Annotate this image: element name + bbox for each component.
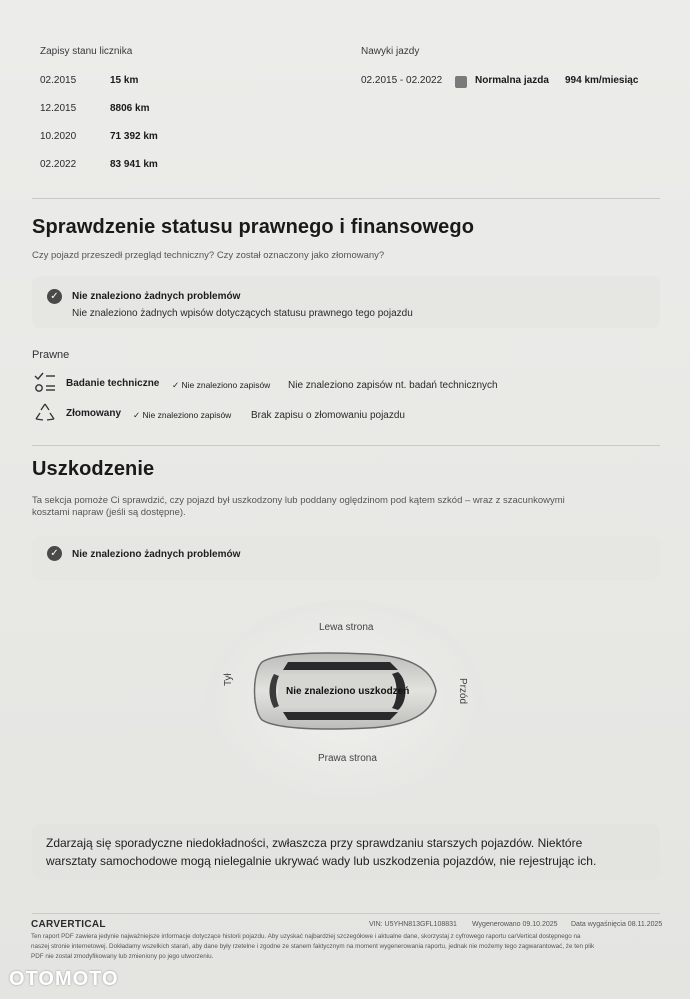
odometer-value: 71 392 km [110,131,158,142]
legal-item-status [172,380,270,391]
checklist-icon [33,371,57,400]
driving-swatch [455,73,467,91]
footer-disclaimer: Ten raport PDF zawiera jedynie najważniejsze informacje dotyczące historii pojazdu. Aby uzyskać najbardziej szczegółowe i aktualne dane, skorzystaj z cyfrowego raportu carVertical dostępnego na [31,933,581,940]
legal-summary-title: Nie znaleziono żadnych problemów [72,291,241,302]
legal-item-status [133,410,231,421]
legal-summary-text: Nie znaleziono żadnych wpisów dotyczących statusu prawnego tego pojazdu [72,308,413,319]
divider [32,445,660,446]
damage-section-title: Uszkodzenie [32,458,155,480]
driving-period: 02.2015 - 02.2022 [361,75,443,86]
odometer-date: 02.2022 [40,159,77,170]
divider [32,198,660,199]
legal-item-status-text: Nie znaleziono zapisów [181,380,271,390]
carvertical-logo: CARVERTICAL [31,919,106,930]
diagram-rear-label: Tył [223,673,234,686]
driving-rate: 994 km/miesiąc [565,75,639,86]
odometer-value: 15 km [110,75,139,86]
footer-vin: VIN: U5YHN813GFL108831 [369,921,457,928]
diagram-center-text: Nie znaleziono uszkodzeń [286,686,410,697]
notice-line2: warsztaty samochodowe mogą nielegalnie ukrywać wady lub uszkodzenia pojazdów, nie rejestrując ich. [46,854,597,868]
legal-subtitle: Czy pojazd przeszedł przegląd techniczny? Czy został oznaczony jako złomowany? [32,250,385,261]
legal-section-title: Sprawdzenie statusu prawnego i finansowego [32,216,475,238]
otomoto-watermark: OTOMOTO [9,968,119,990]
odometer-date: 10.2020 [40,131,77,142]
check-icon: ✓ [133,410,143,420]
odometer-date: 02.2015 [40,75,77,86]
divider [32,913,660,914]
legal-group-label: Prawne [32,349,70,361]
odometer-date: 12.2015 [40,103,77,114]
check-circle-icon: ✓ [47,289,62,304]
legal-item-status-text: Nie znaleziono zapisów [142,410,232,420]
footer-generated: Wygenerowano 09.10.2025 [472,921,558,928]
damage-subtitle-line2: kosztami napraw (jeśli są dostępne). [32,507,186,518]
legal-summary-card [32,276,660,328]
footer-disclaimer: naszej stronie internetowej. Dokładamy wszelkich starań, aby dane były rzetelne i zgodne ze stanem faktycznym na moment wygenerowania raportu, jednak nie możemy tego zagwarantować, że ten plik [31,943,595,950]
recycle-icon [33,401,57,430]
diagram-right-label: Prawa strona [318,753,377,764]
legal-item-detail: Brak zapisu o złomowaniu pojazdu [251,410,405,421]
odometer-value: 8806 km [110,103,150,114]
footer-expires: Data wygaśnięcia 08.11.2025 [571,921,663,928]
legal-item-detail: Nie znaleziono zapisów nt. badań technicznych [288,380,498,391]
damage-subtitle-line1: Ta sekcja pomoże Ci sprawdzić, czy pojazd był uszkodzony lub poddany oględzinom pod kątem szkód – wraz z szacunkowymi [32,495,565,506]
damage-summary-title: Nie znaleziono żadnych problemów [72,549,241,560]
legal-item-label: Złomowany [66,408,122,419]
notice-line1: Zdarzają się sporadyczne niedokładności, zwłaszcza przy sprawdzaniu starszych pojazdów. Niektóre [46,836,583,850]
driving-style: Normalna jazda [475,75,549,86]
notice-card [32,824,660,880]
footer-disclaimer: PDF nie został zmodyfikowany lub zmieniony po jego utworzeniu. [31,953,214,960]
odometer-title: Zapisy stanu licznika [40,46,133,57]
legal-item-label: Badanie techniczne [66,378,160,389]
odometer-value: 83 941 km [110,159,158,170]
driving-title: Nawyki jazdy [361,46,420,57]
diagram-front-label: Przód [457,678,468,705]
check-icon: ✓ [172,380,182,390]
diagram-left-label: Lewa strona [319,622,374,633]
check-circle-icon: ✓ [47,546,62,561]
